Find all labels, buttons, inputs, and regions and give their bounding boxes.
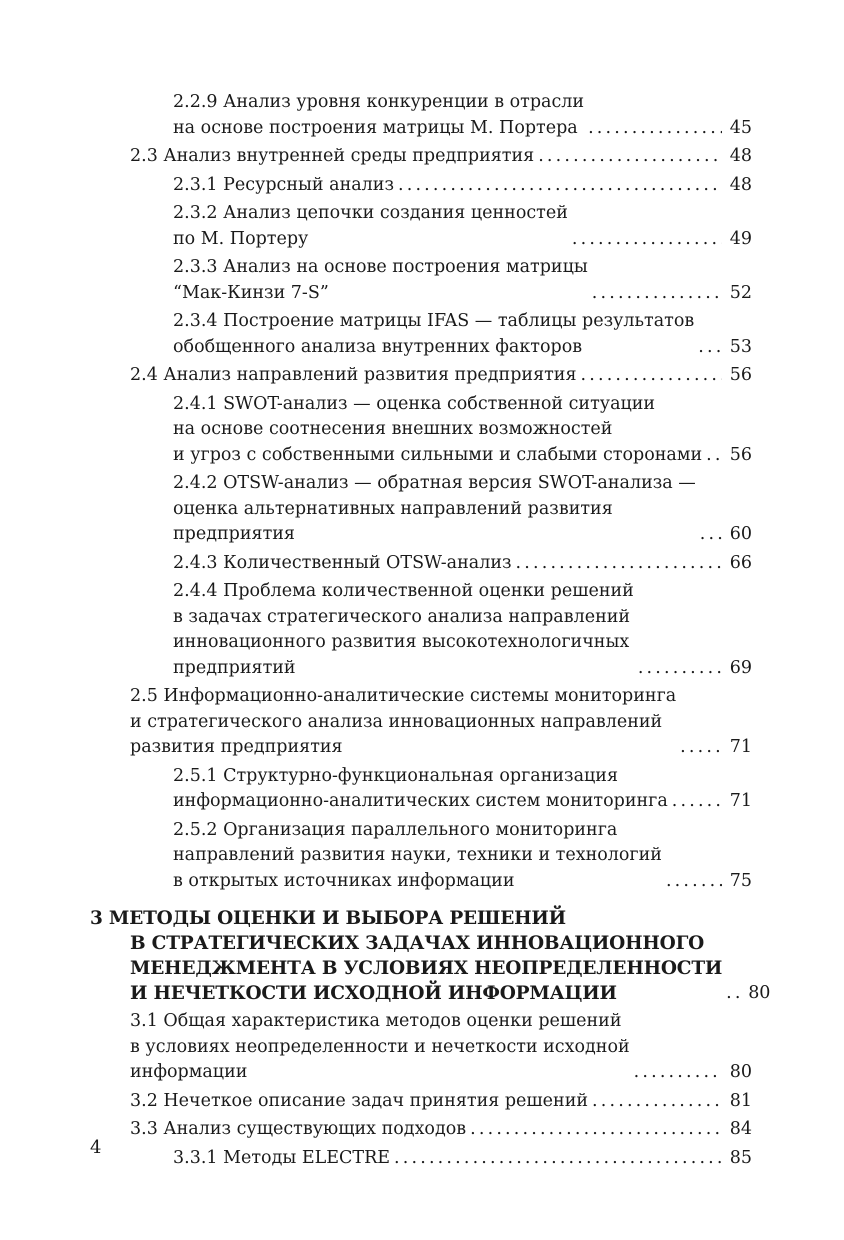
toc-entry-line: в задачах стратегического анализа направлений: [173, 606, 631, 627]
toc-page-number: 45: [729, 117, 752, 138]
toc-entry-line: в открытых источниках информации: [173, 870, 515, 891]
toc-page-number: 48: [729, 174, 752, 195]
toc-entry: [90, 551, 752, 577]
toc-entry-title: [130, 1089, 588, 1115]
toc-page-number: 60: [729, 524, 752, 544]
toc-entry-title: [173, 90, 584, 141]
toc-entry-line: 2.5.2 Организация параллельного мониторинга: [173, 819, 618, 840]
toc-page-number: 71: [729, 737, 752, 757]
toc-entry-line: и стратегического анализа инновационных направлений: [130, 711, 663, 732]
toc-entry: [90, 144, 752, 170]
toc-leader-dots: [538, 144, 722, 170]
toc-leader-dots: [698, 335, 722, 361]
toc-entry-line: 3.3.1 Методы ELECTRE: [173, 1147, 391, 1168]
toc-entry-title: [90, 906, 722, 1006]
toc-entry-line: обобщенного анализа внутренних факторов: [173, 336, 583, 357]
toc-entry-title: [173, 818, 662, 895]
toc-entry-title: [130, 684, 676, 761]
toc-entry-line: 2.4.1 SWOT-анализ — оценка собственной ситуации: [173, 393, 656, 414]
toc-entry-title: [130, 363, 577, 389]
toc-entry: [90, 255, 752, 306]
toc-leader-dots: [581, 363, 722, 389]
toc-leader-dots: [470, 1117, 722, 1143]
toc-entry-title: [173, 255, 588, 306]
toc-leader-dots: [700, 522, 722, 548]
toc-entry-line: информации: [130, 1062, 248, 1082]
toc-entry-line: 2.5.1 Структурно-функциональная организация: [173, 765, 618, 786]
toc-entry-line: 3.3 Анализ существующих подходов: [130, 1119, 467, 1139]
toc-entry-line: предприятия: [173, 524, 295, 544]
table-of-contents: [90, 90, 771, 1171]
toc-entry-title: [173, 551, 512, 577]
page-number: 4: [90, 1137, 102, 1158]
toc-entry-line: 2.5 Информационно-аналитические системы мониторинга: [130, 686, 677, 706]
toc-leader-dots: [638, 656, 722, 682]
toc-leader-dots: [516, 551, 722, 577]
toc-leader-dots: [634, 1060, 722, 1086]
toc-entry: [90, 1146, 752, 1172]
toc-leader-dots: [672, 789, 722, 815]
toc-page-number: 69: [729, 657, 752, 678]
toc-entry-line: 2.4.2 OTSW-анализ — обратная версия SWOT-анализа —: [173, 473, 696, 493]
toc-entry-line: и угроз с собственными сильными и слабыми сторонами: [173, 444, 703, 465]
toc-entry: [90, 764, 752, 815]
toc-entry-line: предприятий: [173, 657, 296, 678]
toc-page-number: 81: [729, 1090, 752, 1111]
toc-entry: [90, 818, 752, 895]
toc-entry-title: [173, 173, 394, 199]
toc-entry-line: 2.4 Анализ направлений развития предприятия: [130, 365, 577, 385]
toc-leader-dots: [706, 443, 722, 469]
toc-entry: [90, 90, 752, 141]
toc-entry-title: [173, 392, 702, 469]
toc-page-number: 49: [729, 228, 752, 249]
toc-entry: [90, 201, 752, 252]
toc-entry-line: 2.4.3 Количественный OTSW-анализ: [173, 552, 512, 573]
toc-entry-line: 3.1 Общая характеристика методов оценки решений: [130, 1011, 622, 1031]
toc-page-number: 66: [729, 552, 752, 573]
toc-entry-line: 2.3.2 Анализ цепочки создания ценностей: [173, 203, 568, 223]
toc-entry: [90, 1009, 752, 1086]
toc-entry-line: И НЕЧЕТКОСТИ ИСХОДНОЙ ИНФОРМАЦИИ: [130, 983, 617, 1004]
toc-entry: [90, 1089, 752, 1115]
toc-page-number: 71: [729, 791, 752, 811]
toc-entry-title: [130, 144, 534, 170]
toc-entry-title: [130, 1009, 630, 1086]
toc-entry-line: В СТРАТЕГИЧЕСКИХ ЗАДАЧАХ ИННОВАЦИОННОГО: [130, 933, 705, 954]
toc-entry-line: инновационного развития высокотехнологичных: [173, 632, 630, 652]
toc-entry-line: 3 МЕТОДЫ ОЦЕНКИ И ВЫБОРА РЕШЕНИЙ: [90, 908, 566, 929]
toc-entry-line: “Мак-Кинзи 7-S”: [173, 282, 329, 303]
toc-entry: [90, 579, 752, 681]
toc-page-number: 80: [748, 983, 771, 1003]
toc-page-number: 75: [729, 870, 752, 891]
toc-entry-line: 2.3.4 Построение матрицы IFAS — таблицы результатов: [173, 311, 695, 331]
toc-entry-line: 2.4.4 Проблема количественной оценки решений: [173, 581, 634, 601]
toc-entry-title: [173, 764, 668, 815]
toc-chapter-entry: [90, 906, 771, 1006]
toc-page-number: 48: [729, 146, 752, 166]
toc-entry-line: на основе построения матрицы М. Портера: [173, 117, 578, 138]
toc-leader-dots: [394, 1146, 722, 1172]
toc-entry: [90, 363, 752, 389]
toc-leader-dots: [592, 281, 722, 307]
toc-entry: [90, 471, 752, 548]
toc-entry-title: [173, 309, 694, 360]
toc-leader-dots: [592, 1089, 722, 1115]
toc-leader-dots: [666, 869, 722, 895]
toc-entry-line: направлений развития науки, техники и технологий: [173, 845, 662, 865]
toc-page-number: 85: [729, 1147, 752, 1168]
toc-leader-dots: [572, 227, 722, 253]
toc-page-number: 80: [729, 1062, 752, 1082]
toc-page-number: 52: [729, 282, 752, 303]
toc-page-number: 84: [729, 1119, 752, 1139]
toc-entry-title: [173, 471, 696, 548]
toc-entry: [90, 1117, 752, 1143]
toc-entry: [90, 392, 752, 469]
toc-entry-line: по М. Портеру: [173, 228, 309, 249]
toc-entry-line: развития предприятия: [130, 737, 343, 757]
toc-leader-dots: [680, 735, 722, 761]
toc-entry-line: информационно-аналитических систем мониторинга: [173, 791, 668, 811]
toc-entry: [90, 173, 752, 199]
toc-entry-title: [130, 1117, 466, 1143]
toc-entry-line: 2.3 Анализ внутренней среды предприятия: [130, 146, 535, 166]
toc-entry-line: 2.3.1 Ресурсный анализ: [173, 174, 394, 195]
toc-leader-dots: [588, 116, 722, 142]
toc-entry: [90, 684, 752, 761]
toc-entry-line: 3.2 Нечеткое описание задач принятия решений: [130, 1090, 589, 1111]
toc-entry-title: [173, 201, 568, 252]
toc-page-number: 53: [729, 336, 752, 357]
toc-page-number: 56: [729, 444, 752, 465]
toc-page-number: 56: [729, 365, 752, 385]
toc-entry-line: оценка альтернативных направлений развития: [173, 498, 613, 519]
toc-entry-title: [173, 579, 634, 681]
toc-entry-line: на основе соотнесения внешних возможностей: [173, 419, 613, 439]
toc-entry-line: 2.2.9 Анализ уровня конкуренции в отрасли: [173, 92, 585, 112]
toc-leader-dots: [726, 981, 740, 1006]
toc-entry-line: МЕНЕДЖМЕНТА В УСЛОВИЯХ НЕОПРЕДЕЛЕННОСТИ: [130, 958, 723, 979]
toc-entry-line: 2.3.3 Анализ на основе построения матрицы: [173, 257, 588, 277]
toc-leader-dots: [398, 173, 722, 199]
toc-entry: [90, 309, 752, 360]
toc-entry-line: в условиях неопределенности и нечеткости исходной: [130, 1036, 630, 1057]
toc-entry-title: [173, 1146, 390, 1172]
